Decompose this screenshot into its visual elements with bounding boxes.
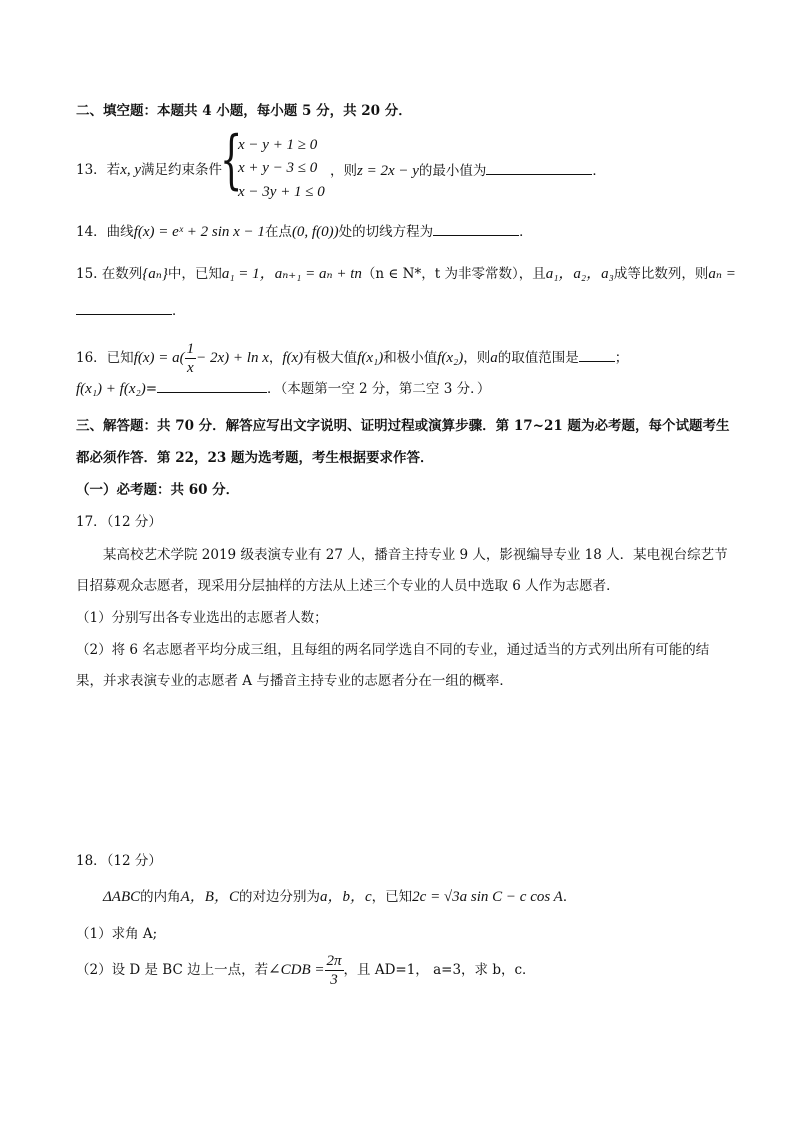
q16-mid1: ， xyxy=(268,350,283,366)
q16-a: a xyxy=(490,350,498,366)
q15-mid1: 中，已知 xyxy=(167,266,222,282)
q14-point: (0, f(0)) xyxy=(291,224,339,240)
section-3-line-2: 都必须作答．第 22，23 题为选考题，考生根据要求作答． xyxy=(76,450,434,466)
q15-line-2 xyxy=(76,300,186,321)
q13-tail: 的最小值为 xyxy=(418,163,487,179)
q18-triangle: ΔABC xyxy=(103,889,141,905)
q13-mid: 满足约束条件 xyxy=(141,162,223,178)
q13-vars: x, y xyxy=(120,162,142,178)
q18-angle: ∠CDB = xyxy=(268,962,325,978)
section-3-line-1: 三、解答题：共 70 分．解答应写出文字说明、证明过程或演算步骤．第 17~21 题为必考题，每个试题考生 xyxy=(76,418,730,434)
q16-line-2 xyxy=(76,378,490,399)
q18-statement xyxy=(103,887,576,907)
q15-answer-blank[interactable] xyxy=(76,300,172,315)
q16-answer-blank-1[interactable] xyxy=(579,347,615,362)
q15-end: ． xyxy=(172,303,186,319)
q13-constraint-1: x − y + 1 ≥ 0 xyxy=(238,137,318,153)
q17-sub-2b: 果，并求表演专业的志愿者 A 与播音主持专业的志愿者分在一组的概率． xyxy=(76,673,513,689)
q18-angles: A，B，C xyxy=(180,889,239,905)
q13-prefix: 13．若 xyxy=(76,162,121,178)
q14-expr: f(x) = eˣ + 2 sin x − 1 xyxy=(133,224,265,240)
q14-prefix: 14．曲线 xyxy=(76,224,134,240)
section-3-subheading: （一）必考题：共 60 分． xyxy=(76,482,240,498)
q16-fraction xyxy=(185,340,197,377)
q15-mid2: 成等比数列，则 xyxy=(613,266,709,282)
q13-constraint-2: x + y − 3 ≤ 0 xyxy=(238,160,318,176)
q14-end: ． xyxy=(519,224,533,240)
q13-constraint-3: x − 3y + 1 ≤ 0 xyxy=(238,184,325,200)
q13-brace: { xyxy=(220,123,243,197)
q14-line xyxy=(76,221,533,242)
q16-eq: = xyxy=(145,381,157,397)
q14-tail: 处的切线方程为 xyxy=(338,224,434,240)
q17-para-2: 目招募观众志愿者，现采用分层抽样的方法从上述三个专业的人员中选取 6 人作为志愿者． xyxy=(76,578,620,594)
q14-mid: 在点 xyxy=(264,224,292,240)
q16-f-left: f(x) = a( xyxy=(133,350,185,366)
q18-sub-1: （1）求角 A; xyxy=(76,926,158,942)
q14-answer-blank[interactable] xyxy=(433,221,519,236)
q15-terms: a₁，a₂，a₃ xyxy=(545,266,614,282)
q17-sub-1: （1）分别写出各专业选出的志愿者人数； xyxy=(76,610,328,626)
q18-frac-den: 3 xyxy=(330,972,338,988)
q18-end: ． xyxy=(562,889,577,905)
q16-answer-blank-2[interactable] xyxy=(157,378,267,393)
q16-f-right: − 2x) + ln x xyxy=(196,350,269,366)
q16-frac-den: x xyxy=(187,360,194,376)
q16-fx: f(x) xyxy=(282,350,304,366)
q16-mid3: 和极小值 xyxy=(383,350,438,366)
q15-a1: a₁ = 1， xyxy=(221,266,275,282)
q13-then: ，则 xyxy=(330,163,357,179)
q18-p2: 的对边分别为 xyxy=(238,889,320,905)
section-2-heading: 二、填空题：本题共 4 小题，每小题 5 分，共 20 分． xyxy=(76,103,412,119)
q18-number: 18．（12 分） xyxy=(76,853,162,869)
q15-line-1 xyxy=(76,264,736,284)
q15-prefix: 15. 在数列 xyxy=(76,266,143,282)
q15-condition: （n ∈ N*，t 为非零常数），且 xyxy=(361,266,546,282)
q16-mid5: 的取值范围是 xyxy=(497,350,579,366)
q16-note: ．（本题第一空 2 分，第二空 3 分．） xyxy=(267,381,491,397)
q13-line xyxy=(76,160,222,180)
q13-objective xyxy=(330,160,606,181)
q16-mid4: ，则 xyxy=(463,350,491,366)
q18-s2-pre: （2）设 D 是 BC 边上一点，若 xyxy=(76,962,269,978)
q16-fx2: f(x₂) xyxy=(437,350,464,366)
q16-prefix: 16．已知 xyxy=(76,350,134,366)
q18-s2-post: ，且 AD=1， a=3，求 b，c． xyxy=(343,962,536,978)
q16-sep: ； xyxy=(614,350,629,366)
q16-frac-num: 1 xyxy=(186,341,195,357)
q15-seq: {aₙ} xyxy=(142,266,168,282)
q17-para-1: 某高校艺术学院 2019 级表演专业有 27 人，播音主持专业 9 人，影视编导专业 18 人．某电视台综艺节 xyxy=(103,547,728,563)
q13-answer-blank[interactable] xyxy=(486,160,592,175)
q17-number: 17．（12 分） xyxy=(76,514,162,530)
q18-sub-2 xyxy=(76,950,536,990)
q15-recurrence: aₙ₊₁ = aₙ + tn xyxy=(274,266,362,282)
q17-sub-2a: （2）将 6 名志愿者平均分成三组，且每组的两名同学选自不同的专业，通过适当的方式列出所有可能的结 xyxy=(76,642,710,658)
q18-frac-num: 2π xyxy=(326,953,342,969)
q18-p3: ，已知 xyxy=(371,889,413,905)
q18-sides: a，b，c xyxy=(319,889,372,905)
q18-p1: 的内角 xyxy=(140,889,181,905)
q13-end: ． xyxy=(592,163,606,179)
q18-equation: 2c = √3a sin C − c cos A xyxy=(412,889,563,905)
q15-an: aₙ = xyxy=(708,266,736,282)
q16-line-1 xyxy=(76,338,628,378)
q16-sum: f(x₁) + f(x₂) xyxy=(76,381,146,397)
q18-fraction xyxy=(325,952,344,989)
q13-expr: z = 2x − y xyxy=(357,163,419,179)
q16-fx1: f(x₁) xyxy=(357,350,384,366)
q16-mid2: 有极大值 xyxy=(303,350,358,366)
